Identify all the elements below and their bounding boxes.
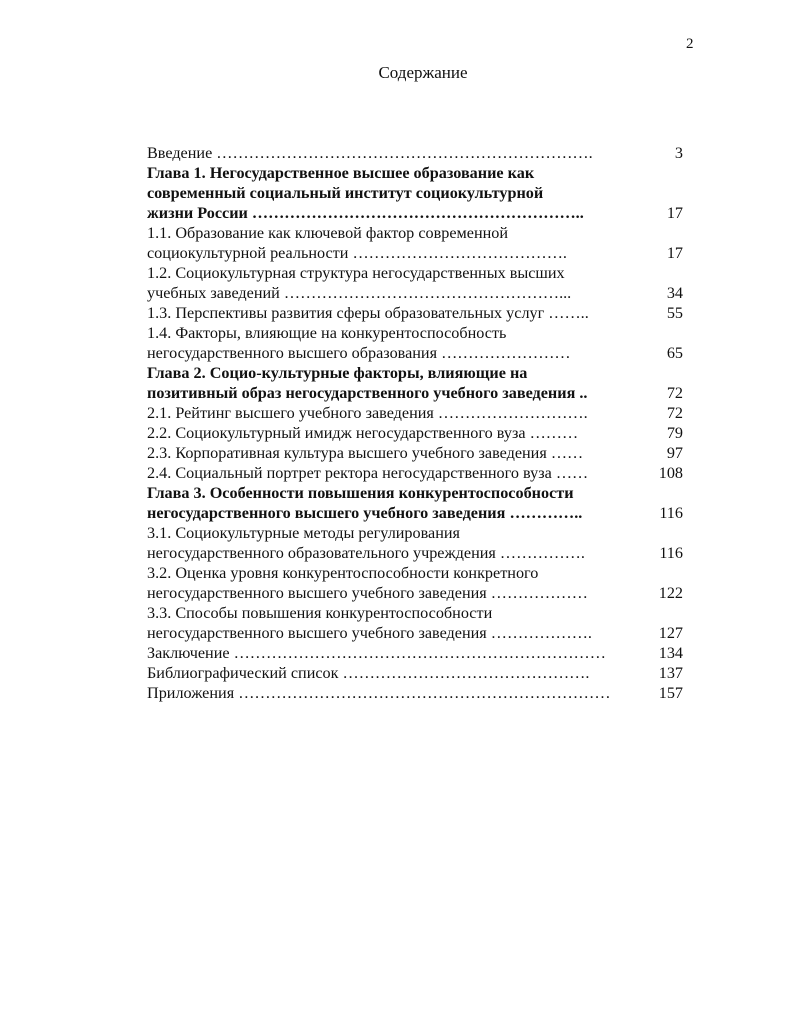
toc-entry [147,323,691,343]
toc-entry-page: 34 [666,284,683,302]
toc-entry-text: 1.1. Образование как ключевой фактор современной [147,224,509,242]
toc-entry-page: 134 [658,644,683,662]
toc-entry-page: 116 [659,544,683,562]
toc-entry-page: 17 [666,204,683,222]
toc-entry-page: 17 [666,244,683,262]
toc-entry-page: 72 [666,384,683,402]
toc-entry-page: 72 [666,404,683,422]
toc-entry-page: 108 [658,464,683,482]
page-number: 2 [686,36,694,52]
toc-entry [147,343,691,363]
toc-entry [147,303,691,323]
toc-entry-page: 127 [658,624,683,642]
toc-entry [147,503,691,523]
toc-entry [147,443,691,463]
toc-entry-text: учебных заведений ……………………………………………... [147,284,572,302]
toc-entry-text: 2.2. Социокультурный имидж негосударственного вуза ……… [147,424,579,442]
toc-entry-page: 157 [658,684,683,702]
toc-entry [147,223,691,243]
toc-entry-text: 3.1. Социокультурные методы регулирования [147,524,461,542]
toc-entry [147,423,691,443]
toc-entry-page: 79 [666,424,683,442]
toc-entry-text: негосударственного высшего учебного заведения ………………. [147,624,592,642]
toc-entry-text: Заключение …………………………………………………………… [147,644,606,662]
toc-entry-text: 1.4. Факторы, влияющие на конкурентоспособность [147,324,507,342]
toc-entry [147,683,691,703]
toc-entry-text: социокультурной реальности …………………………………. [147,244,567,262]
table-of-contents [147,143,691,703]
toc-entry-page: 3 [674,144,683,162]
toc-entry [147,143,691,163]
toc-entry [147,603,691,623]
toc-entry-text: позитивный образ негосударственного учебного заведения .. [147,384,588,402]
toc-entry [147,583,691,603]
toc-entry-text: жизни России …………………………………………………….. [147,204,584,222]
toc-entry [147,623,691,643]
toc-entry [147,543,691,563]
toc-entry-text: Библиографический список ………………………………………. [147,664,590,682]
toc-entry-text: 1.3. Перспективы развития сферы образовательных услуг …….. [147,304,589,322]
toc-entry [147,383,691,403]
toc-entry-text: 2.3. Корпоративная культура высшего учебного заведения …… [147,444,584,462]
toc-entry-page: 122 [658,584,683,602]
toc-entry [147,263,691,283]
toc-entry-text: 2.1. Рейтинг высшего учебного заведения ………………………. [147,404,588,422]
toc-entry-page: 55 [666,304,683,322]
toc-entry-text: 1.2. Социокультурная структура негосударственных высших [147,264,565,282]
toc-entry-text: 3.2. Оценка уровня конкурентоспособности конкретного [147,564,539,582]
toc-entry [147,203,691,223]
toc-entry-text: Глава 3. Особенности повышения конкурентоспособности [147,484,574,502]
toc-entry [147,523,691,543]
toc-entry [147,363,691,383]
toc-entry-page: 116 [659,504,683,522]
toc-entry-text: 2.4. Социальный портрет ректора негосударственного вуза …… [147,464,589,482]
toc-entry-text: негосударственного высшего учебного заведения ……………… [147,584,588,602]
toc-entry [147,643,691,663]
toc-entry-text: Глава 1. Негосударственное высшее образование как [147,164,535,182]
toc-entry-text: негосударственного образовательного учреждения ……………. [147,544,585,562]
toc-entry [147,163,691,183]
toc-entry-text: Глава 2. Социо-культурные факторы, влияющие на [147,364,528,382]
toc-entry-text: 3.3. Способы повышения конкурентоспособности [147,604,493,622]
toc-entry-text: негосударственного высшего образования …………………… [147,344,571,362]
toc-entry [147,283,691,303]
toc-entry [147,243,691,263]
toc-entry [147,483,691,503]
page-title: Содержание [378,63,468,82]
toc-entry-text: негосударственного высшего учебного заведения ………….. [147,504,583,522]
toc-entry [147,663,691,683]
toc-entry-text: Приложения …………………………………………………………… [147,684,611,702]
toc-entry [147,563,691,583]
toc-entry-page: 97 [666,444,683,462]
toc-entry-text: современный социальный институт социокультурной [147,184,544,202]
toc-entry [147,183,691,203]
toc-entry-page: 137 [658,664,683,682]
toc-entry [147,463,691,483]
toc-entry-page: 65 [666,344,683,362]
toc-entry-text: Введение ……………………………………………………………. [147,144,593,162]
toc-entry [147,403,691,423]
